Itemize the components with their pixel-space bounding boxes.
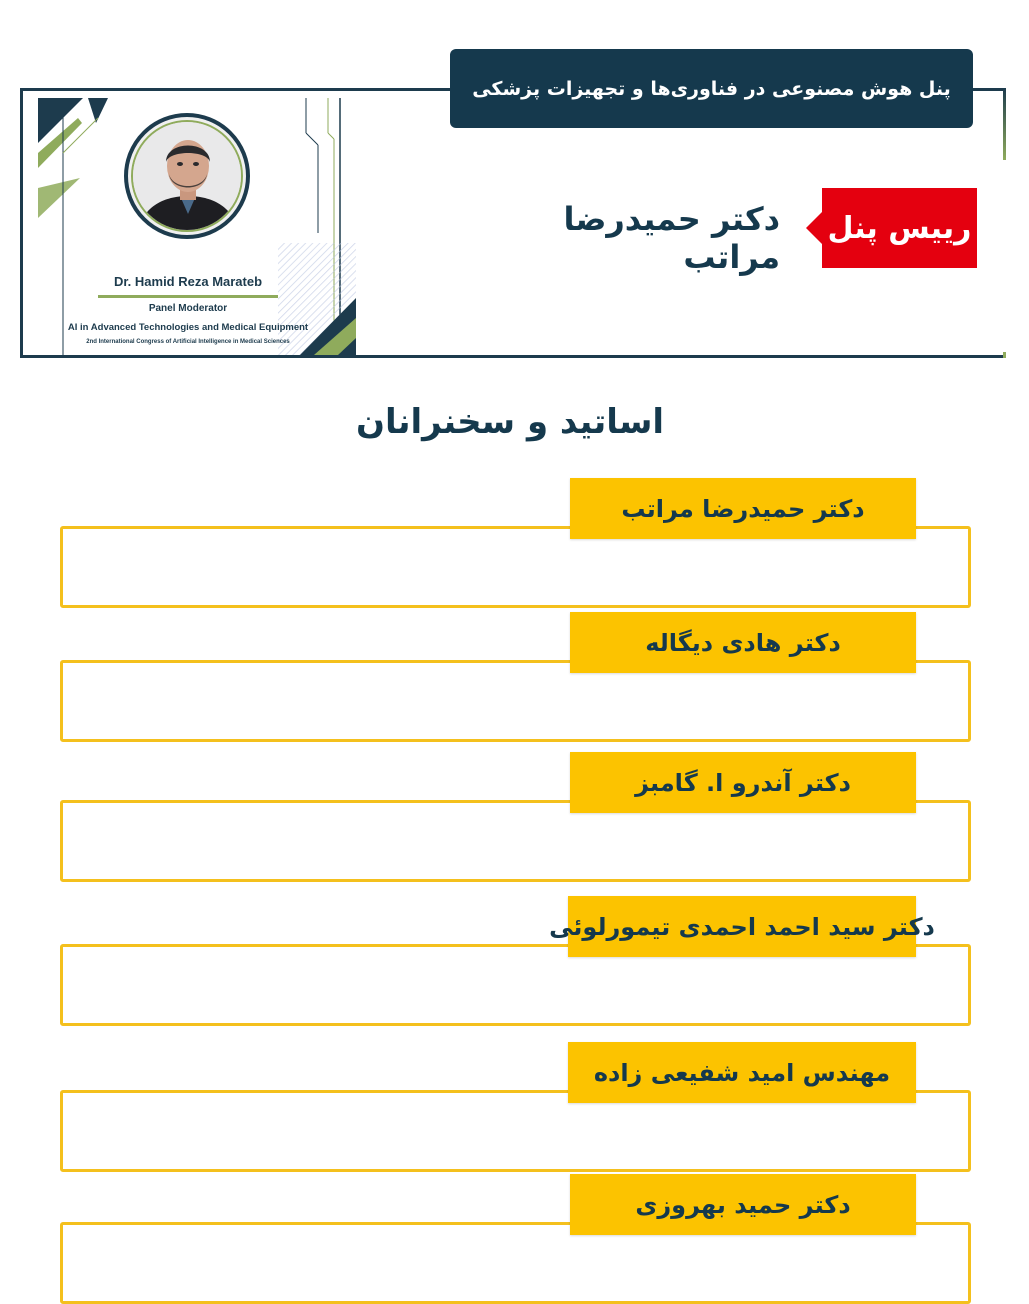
moderator-card	[38, 93, 356, 355]
speaker-card	[60, 1042, 971, 1172]
speakers-heading: اساتید و سخنرانان	[355, 402, 665, 442]
speaker-card	[60, 612, 971, 742]
frame-line	[20, 88, 23, 358]
frame-line	[1003, 352, 1006, 358]
panel-name-en: AI in Advanced Technologies and Medical Equipment	[67, 322, 309, 333]
moderator-role-en: Panel Moderator	[148, 303, 228, 314]
role-badge-label: رییس پنل	[827, 210, 972, 246]
frame-line	[20, 355, 1006, 358]
moderator-role-badge	[822, 188, 977, 268]
speaker-name: دکتر حمید بهروزی	[635, 1190, 851, 1219]
speaker-card	[60, 1174, 971, 1304]
speaker-card	[60, 752, 971, 882]
panel-title-box	[450, 49, 973, 128]
name-underline	[98, 295, 278, 298]
avatar-inner	[131, 120, 243, 232]
speaker-name-label	[570, 752, 916, 813]
person-icon	[133, 122, 243, 232]
speaker-name: دکتر سید احمد احمدی تیمورلوئی	[549, 912, 935, 941]
speaker-name-label	[568, 1042, 916, 1103]
speaker-name-label	[570, 478, 916, 539]
moderator-photo	[124, 113, 250, 239]
moderator-name-en: Dr. Hamid Reza Marateb	[113, 274, 263, 289]
frame-line	[1003, 88, 1006, 160]
speaker-name-label	[549, 896, 935, 957]
speaker-name-label	[570, 1174, 916, 1235]
speaker-name: دکتر هادی دیگاله	[645, 628, 841, 657]
speaker-name-label	[570, 612, 916, 673]
speaker-name: مهندس امید شفیعی زاده	[593, 1058, 891, 1087]
speaker-name: دکتر حمیدرضا مراتب	[621, 494, 865, 523]
congress-name-en: 2nd International Congress of Artificial Intelligence in Medical Sciences	[86, 339, 290, 345]
speaker-card	[60, 478, 971, 608]
speaker-card	[60, 896, 971, 1026]
panel-title: پنل هوش مصنوعی در فناوری‌ها و تجهیزات پزشکی	[472, 77, 951, 100]
speaker-name: دکتر آندرو ا. گامبز	[635, 768, 851, 797]
moderator-name-fa: دکتر حمیدرضا مراتب	[563, 200, 780, 276]
